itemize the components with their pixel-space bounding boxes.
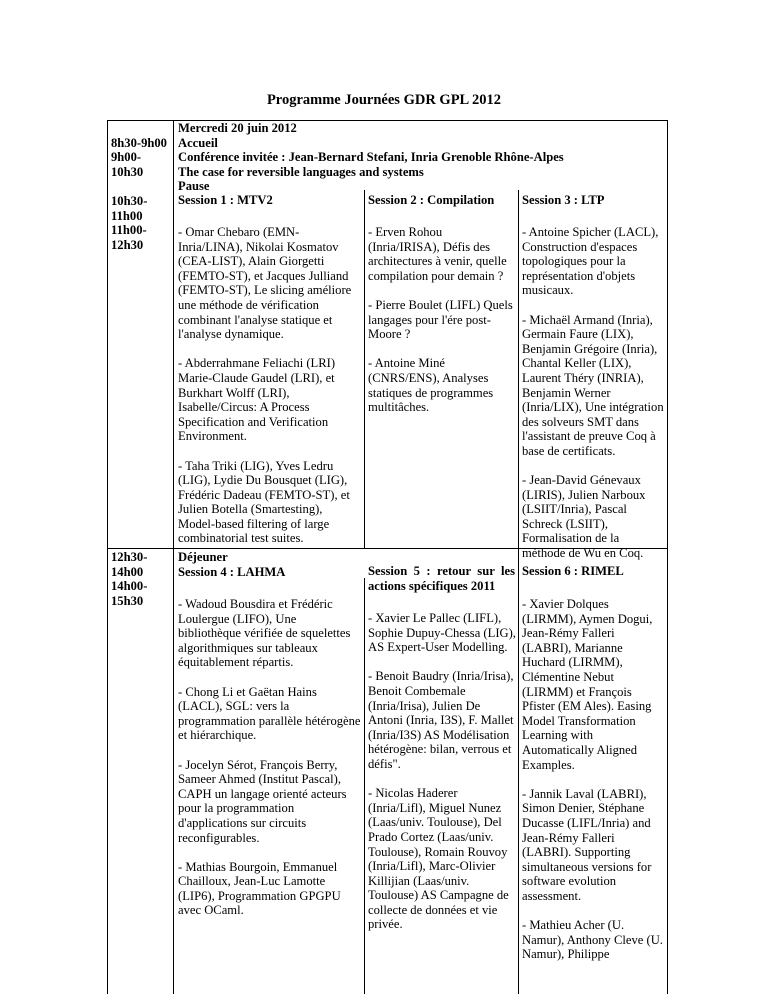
- time-slot: 14h00-15h30: [111, 579, 148, 608]
- welcome-label: Accueil: [178, 135, 218, 150]
- session-6-talks: [522, 597, 665, 976]
- talk-entry: - Xavier Dolques (LIRMM), Aymen Dogui, Jean-Rémy Falleri (LABRI), Marianne Huchard (LIRMM), Clémentine Nebut (LIRMM) et François Pfister (EM Ales). Easing Model Transformation Learning with Automatically Aligned Examples.: [522, 597, 653, 772]
- talk-entry: - Antoine Miné (CNRS/ENS), Analyses statiques de programmes multitâches.: [368, 356, 494, 415]
- talk-entry: - Chong Li et Gaëtan Hains (LACL), SGL: vers la programmation parallèle hétérogène et hiérarchique.: [178, 684, 361, 743]
- talk-entry: - Erven Rohou (Inria/IRISA), Défis des architectures à venir, quelle compilation pour demain ?: [368, 225, 507, 283]
- session-divider-2: [518, 190, 519, 548]
- talk-entry: - Benoit Baudry (Inria/Irisa), Benoit Combemale (Inria/Irisa), Julien De Antoni (Inria, I3S), F. Mallet (Inria/I3S) AS Modélisation hétérogène: bilan, verrous et défis".: [368, 669, 514, 771]
- time-slot: [111, 179, 173, 194]
- afternoon-times: [111, 550, 173, 608]
- morning-times: [111, 121, 173, 252]
- afternoon-header: [178, 550, 360, 579]
- page-title: Programme Journées GDR GPL 2012: [266, 92, 502, 108]
- session-3-talks: [522, 225, 665, 575]
- time-column-divider: [173, 120, 174, 994]
- talk-entry: - Taha Triki (LIG), Yves Ledru (LIG), Lydie Du Bousquet (LIG), Frédéric Dadeau (FEMTO-ST), et Julien Botella (Smartesting), Model-based filtering of large combinatorial test suites.: [178, 458, 350, 546]
- session-5-title: Session 5 : retour sur les actions spécifiques 2011: [368, 564, 515, 593]
- table-border-right: [667, 120, 668, 994]
- keynote-talk: The case for reversible languages and systems: [178, 164, 424, 179]
- time-slot: 8h30-9h00: [111, 135, 167, 150]
- time-slot: 12h30-14h00: [111, 550, 148, 579]
- day-date: Mercredi 20 juin 2012: [178, 121, 297, 135]
- session-divider-4: [518, 548, 519, 994]
- talk-entry: - Abderrahmane Feliachi (LRI) Marie-Claude Gaudel (LRI), et Burkhart Wolff (LRI), Isabelle/Circus: A Process Specification and Verification Environment.: [178, 356, 336, 444]
- talk-entry: - Xavier Le Pallec (LIFL), Sophie Dupuy-Chessa (LIG), AS Expert-User Modelling.: [368, 611, 516, 655]
- session-divider-1: [364, 190, 365, 548]
- session-3-title: Session 3 : LTP: [522, 193, 605, 207]
- talk-entry: - Antoine Spicher (LACL), Construction d'espaces topologiques pour la représentation d'objets musicaux.: [522, 225, 659, 298]
- break-label: Pause: [178, 179, 210, 194]
- talk-entry: - Pierre Boulet (LIFL) Quels langages pour l'ére post-Moore ?: [368, 297, 513, 342]
- session-2-title: Session 2 : Compilation: [368, 193, 495, 207]
- talk-entry: - Omar Chebaro (EMN-Inria/LINA), Nikolai Kosmatov (CEA-LIST), Alain Giorgetti (FEMTO-ST), et Jacques Julliand (FEMTO-ST), Le slicing améliore une méthode de vérification combinant l'analyse statique et l'analyse dynamique.: [178, 225, 352, 342]
- session-5-talks: [368, 611, 516, 947]
- talk-entry: - Wadoud Bousdira et Frédéric Loulergue (LIFO), Une bibliothèque vérifiée de squelettes algorithmiques sur tableaux équitablement répartis.: [178, 597, 351, 670]
- session-2-talks: [368, 225, 516, 429]
- session-1-talks: [178, 225, 361, 561]
- table-border-left: [107, 120, 108, 994]
- session-divider-3: [364, 578, 365, 994]
- time-slot: 10h30-11h00: [111, 193, 148, 223]
- talk-entry: - Michaël Armand (Inria), Germain Faure (LIX), Benjamin Grégoire (Inria), Chantal Keller (LIX), Laurent Théry (INRIA), Benjamin Werner (Inria/LIX), Une intégration des solveurs SMT dans l'assistant de preuve Coq à base de certificats.: [522, 312, 664, 458]
- keynote-title: Conférence invitée : Jean-Bernard Stefani, Inria Grenoble Rhône-Alpes: [178, 150, 564, 165]
- session-4-title: Session 4 : LAHMA: [178, 564, 286, 579]
- talk-entry: - Nicolas Haderer (Inria/Lifl), Miguel Nunez (Laas/univ. Toulouse), Del Prado Cortez (Laas/univ. Toulouse), Romain Rouvoy (Inria/Lifl), Marc-Olivier Killijian (Laas/univ. Toulouse) AS Campagne de collecte de données et vie privée.: [368, 786, 509, 932]
- talk-entry: - Jannik Laval (LABRI), Simon Denier, Stéphane Ducasse (LIFL/Inria) and Jean-Rémy Falleri (LABRI). Supporting simultaneous versions for software evolution assessment.: [522, 786, 652, 903]
- time-slot: 9h00-10h30: [111, 150, 144, 179]
- time-slot: [111, 121, 173, 136]
- talk-entry: - Mathieu Acher (U. Namur), Anthony Cleve (U. Namur), Philippe: [522, 918, 663, 962]
- schedule-table: [107, 120, 668, 994]
- session-1-title: Session 1 : MTV2: [178, 193, 273, 207]
- talk-entry: - Jean-David Génevaux (LIRIS), Julien Narboux (LSIIT/Inria), Pascal Schreck (LSIIT), Formalisation de la méthode de Wu en Coq.: [522, 473, 646, 561]
- talk-entry: - Mathias Bourgoin, Emmanuel Chailloux, Jean-Luc Lamotte (LIP6), Programmation GPGPU avec OCaml.: [178, 859, 341, 918]
- lunch-label: Déjeuner: [178, 550, 228, 564]
- morning-header: [178, 121, 663, 194]
- session-6-title: Session 6 : RIMEL: [522, 564, 624, 578]
- time-slot: 11h00-12h30: [111, 223, 147, 252]
- talk-entry: - Jocelyn Sérot, François Berry, Sameer Ahmed (Institut Pascal), CAPH un langage orienté acteurs pour la programmation d'applications sur circuits reconfigurables.: [178, 757, 347, 845]
- session-4-talks: [178, 597, 361, 933]
